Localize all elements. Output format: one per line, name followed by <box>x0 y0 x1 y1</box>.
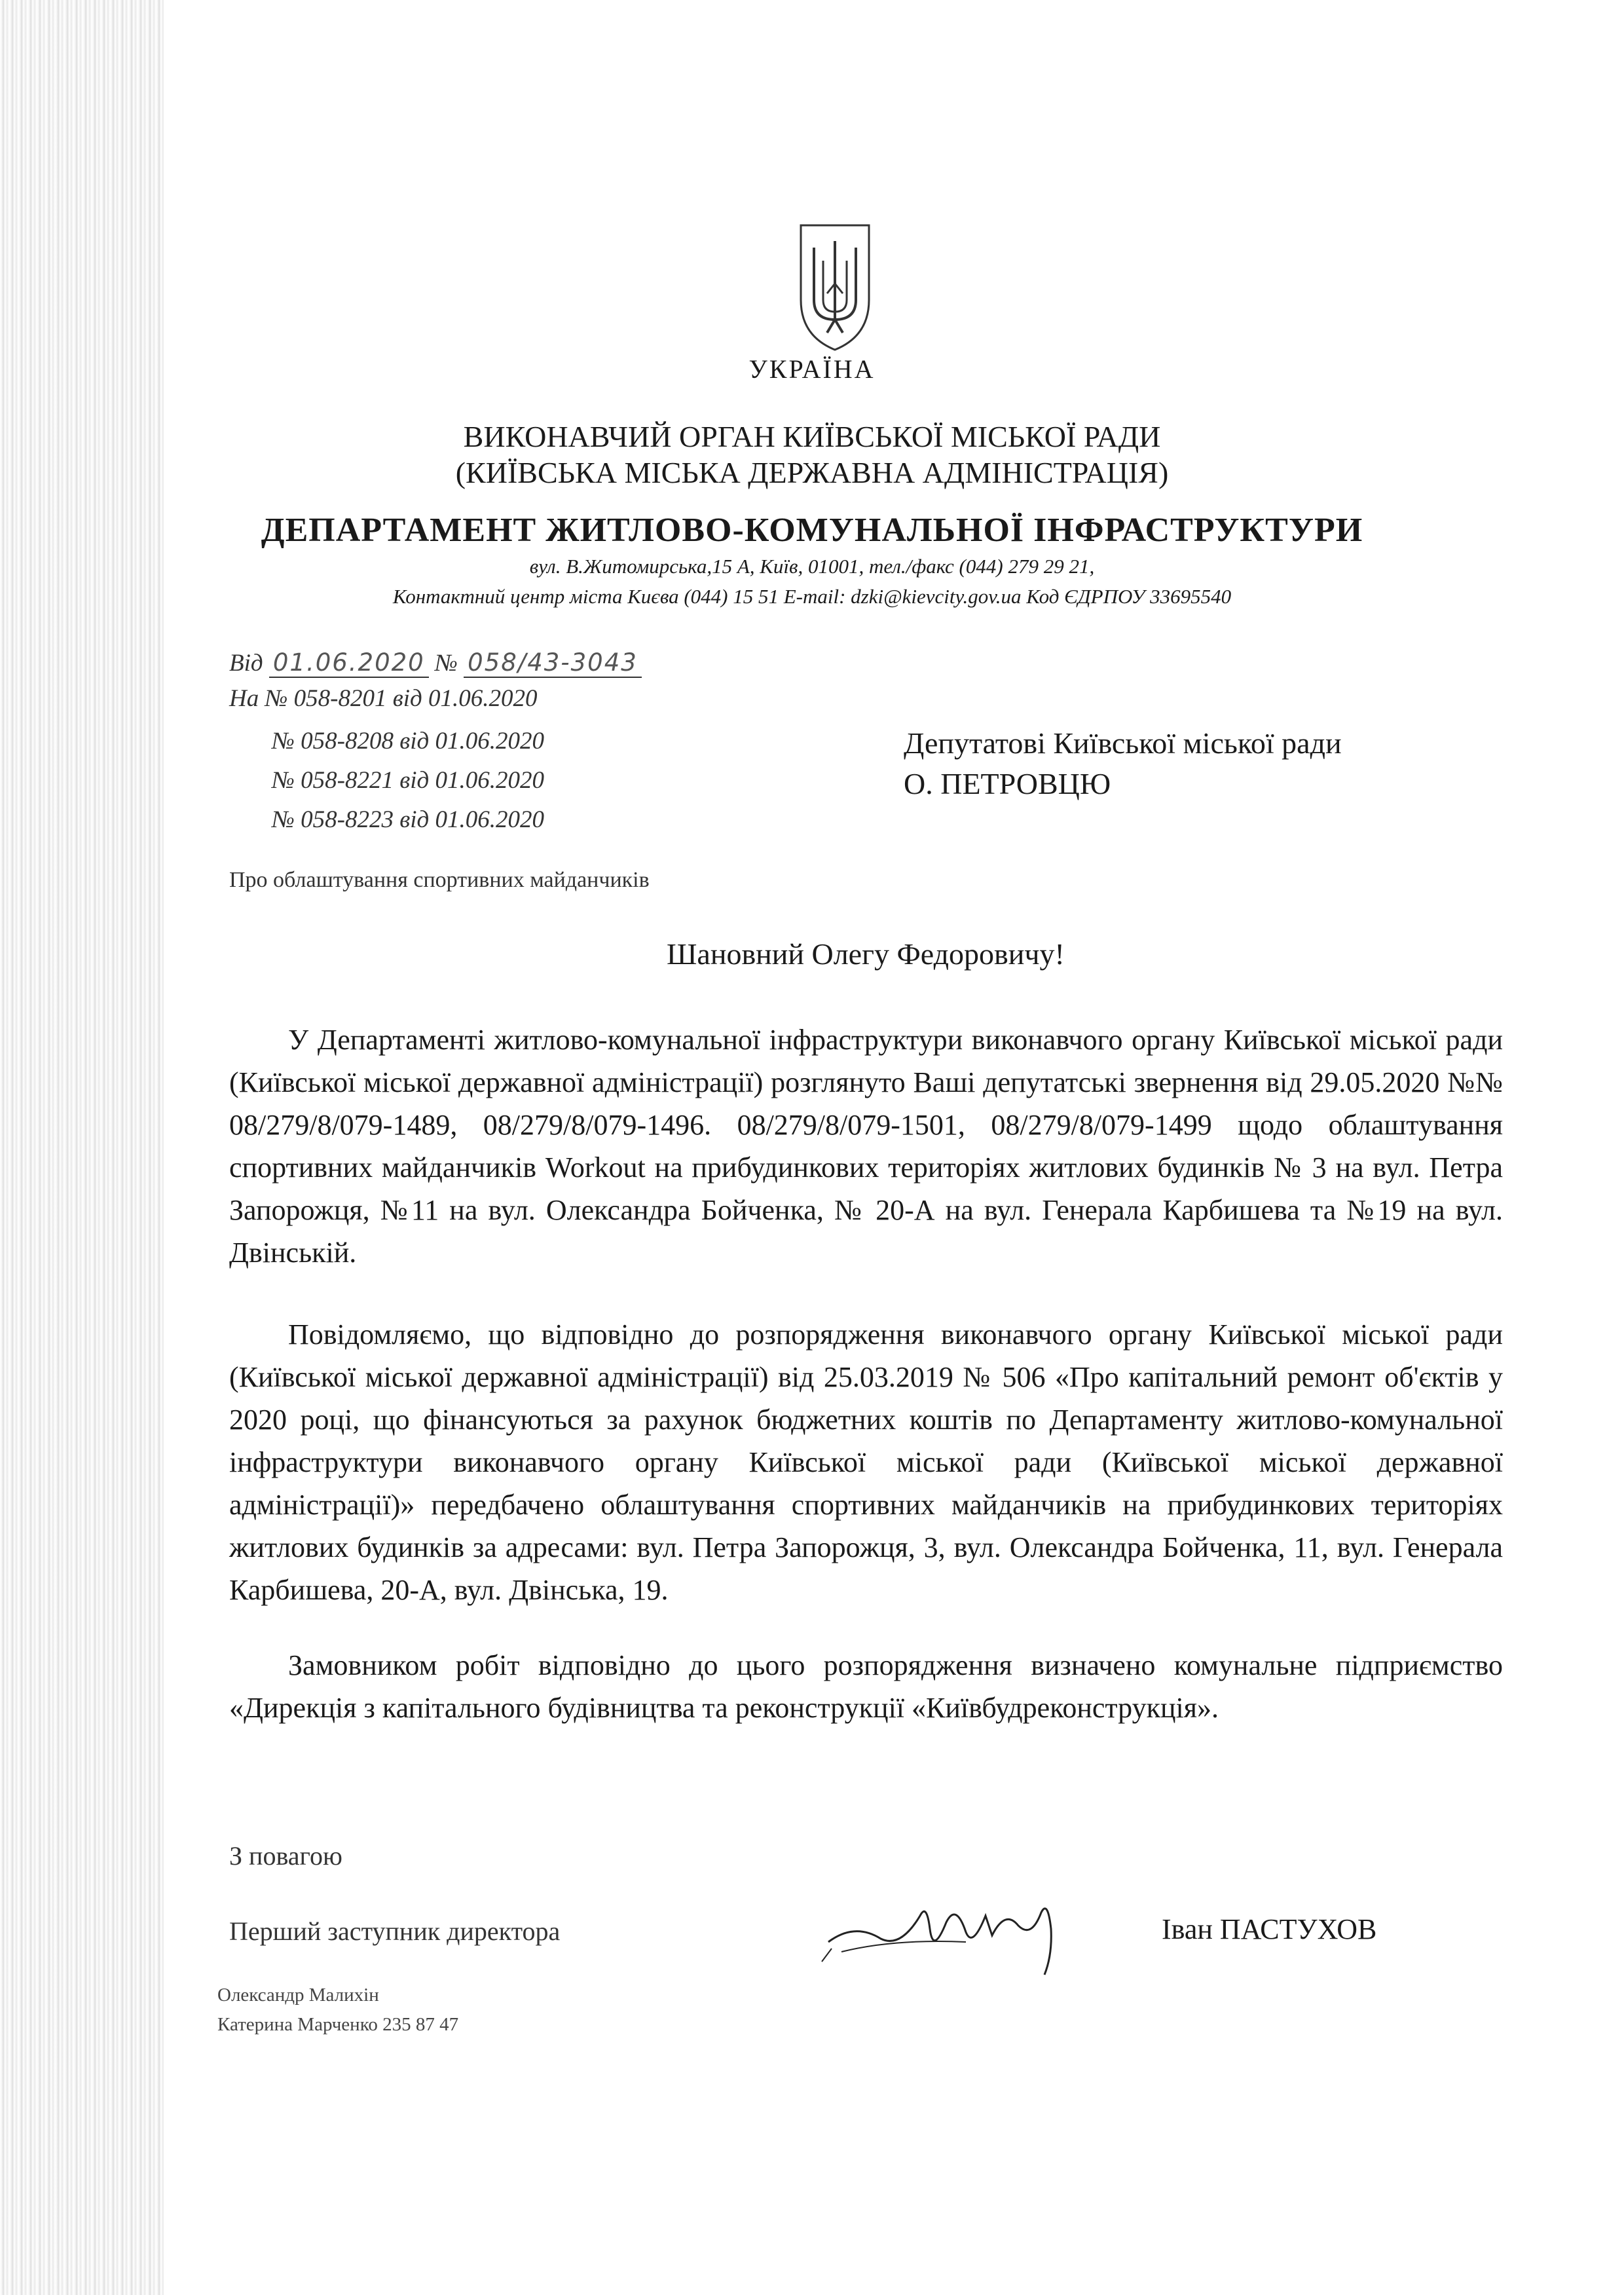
address-line-2: Контактний центр міста Києва (044) 15 51 E-mail: dzki@kievcity.gov.ua Код ЄДРПОУ 33695540 <box>392 585 1232 608</box>
signer-name: Іван ПАСТУХОВ <box>1162 1913 1377 1945</box>
executor-line: Катерина Марченко 235 87 47 <box>217 2014 459 2035</box>
incoming-reference-3: № 058-8221 від 01.06.2020 <box>272 767 545 794</box>
body-paragraph: Замовником робіт відповідно до цього розпорядження визначено комунальне підприємство «Дирекція з капітального будівництва та реконструкції «Київбудреконструкція». <box>229 1649 1503 1724</box>
scan-edge-artifact <box>0 0 164 2295</box>
incoming-reference-2: № 058-8208 від 01.06.2020 <box>272 728 545 755</box>
incoming-reference-1 <box>229 684 538 713</box>
address-line-1: вул. В.Житомирська,15 А, Київ, 01001, тел./факс (044) 279 29 21, <box>529 555 1095 578</box>
body-paragraph: У Департаменті житлово-комунальної інфраструктури виконавчого органу Київської міської ради (Київської міської державної адміністрації) розглянуто Ваші депутатські звернення від 29.05.2020 №№ 08/279/8/079-1489, 08/279/8/079-1496. 08/279/8/079-1501, 08/279/8/079-1499 щодо облаштування спортивних майданчиків Workout на прибудинкових територіях житлових будинків № 3 на вул. Петра Запорожця, №11 на вул. Олександра Бойченка, № 20-А на вул. Генерала Карбишева та №19 на вул. Двінській. <box>229 1024 1503 1269</box>
from-prefix: Від <box>229 650 263 677</box>
body-paragraph: Повідомляємо, що відповідно до розпорядження виконавчого органу Київської міської ради (Київської міської державної адміністрації) від 25.03.2019 № 506 «Про капітальний ремонт об'єктів у 2020 році, що фінансуються за рахунок бюджетних коштів по Департаменту житлово-комунальної інфраструктури виконавчого органу Київської міської ради (Київської міської державної адміністрації)» передбачено облаштування спортивних майданчиків на прибудинкових територіях житлових будинків за адресами: вул. Петра Запорожця, 3, вул. Олександра Бойченка, 11, вул. Генерала Карбишева, 20-А, вул. Двінська, 19. <box>229 1318 1503 1606</box>
outgoing-reference <box>229 648 642 677</box>
recipient-title: Депутатові Київської міської ради <box>904 726 1342 760</box>
in-reply-prefix: На <box>229 685 259 712</box>
handwritten-signature <box>815 1876 1090 1981</box>
recipient-name: О. ПЕТРОВЦЮ <box>904 767 1111 800</box>
number-prefix: № <box>434 650 458 677</box>
incoming-reference-4: № 058-8223 від 01.06.2020 <box>272 806 545 833</box>
salutation: Шановний Олегу Федоровичу! <box>667 937 1065 971</box>
closing-regards: З повагою <box>229 1841 342 1871</box>
signer-position: Перший заступник директора <box>229 1916 561 1946</box>
outgoing-number: 058/43-3043 <box>464 648 642 678</box>
country-name: УКРАЇНА <box>748 354 876 384</box>
organization-line-2: (КИЇВСЬКА МІСЬКА ДЕРЖАВНА АДМІНІСТРАЦІЯ) <box>455 456 1169 489</box>
organization-line-1: ВИКОНАВЧИЙ ОРГАН КИЇВСЬКОЇ МІСЬКОЇ РАДИ <box>463 420 1161 453</box>
incoming-reference-item: № 058-8201 від 01.06.2020 <box>265 685 538 712</box>
from-date: 01.06.2020 <box>269 648 429 678</box>
trident-coat-of-arms-icon <box>796 221 874 352</box>
letter-subject: Про облаштування спортивних майданчиків <box>229 868 650 892</box>
department-name: ДЕПАРТАМЕНТ ЖИТЛОВО-КОМУНАЛЬНОЇ ІНФРАСТРУКТУРИ <box>261 512 1363 549</box>
executor-line: Олександр Малихін <box>217 1985 379 2006</box>
